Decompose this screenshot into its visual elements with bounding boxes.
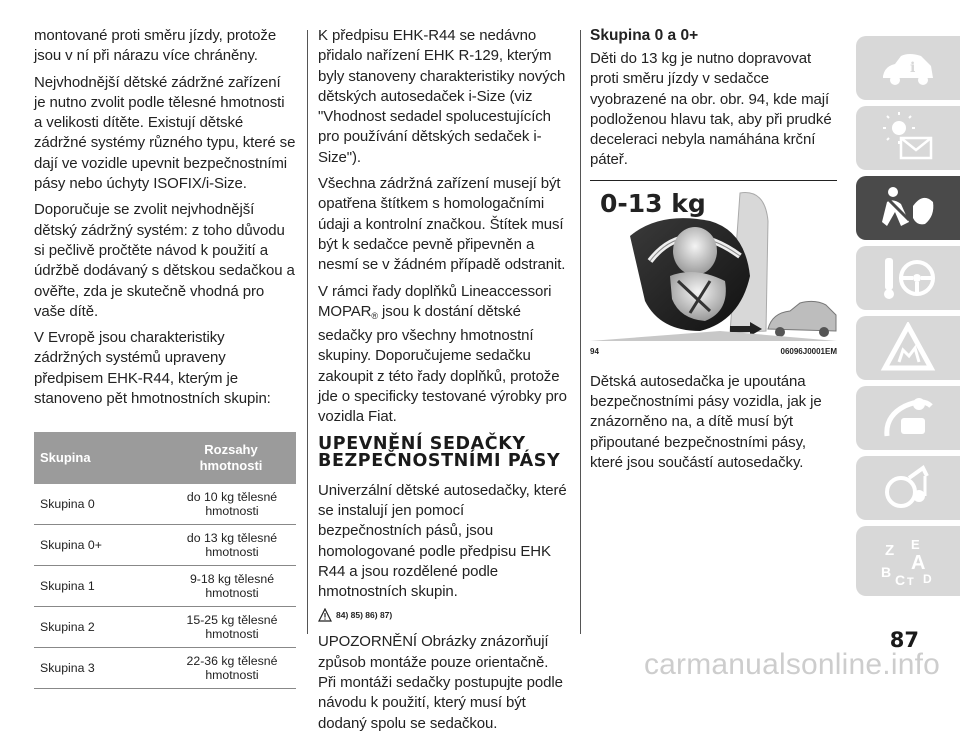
section-heading-line: UPEVNĚNÍ SEDAČKY (318, 433, 526, 454)
figure-weight-label: 0-13 kg (600, 188, 706, 218)
tab-emergency[interactable] (856, 316, 960, 380)
index-letter: E (911, 537, 920, 552)
paragraph: Nejvhodnější dětské zádržné zařízení je nutno zvolit podle tělesné hmotnosti a velikosti dítěte. Existují dětské zádržné systémy různého typu, které se dají ve vozidle upevnit bezpečnostními pásy nebo úchyty ISOFIX/i-Size. (34, 73, 296, 193)
table-header-row (34, 432, 296, 484)
tab-safety[interactable] (856, 176, 960, 240)
paragraph: V Evropě jsou charakteristiky zádržných systémů upraveny předpisem EHK-R44, kterým je stanoveno pět hmotnostních skupin: (34, 329, 271, 408)
starting-driving-icon (879, 252, 937, 304)
figure-number: 94 (590, 346, 599, 356)
paragraph (318, 282, 570, 428)
table-row (34, 607, 296, 648)
index-letter: T (907, 576, 914, 587)
svg-text:i: i (910, 60, 916, 76)
paragraph: UPOZORNĚNÍ Obrázky znázorňují způsob montáže pouze orientačně. Při montáži sedačky postupujte podle návodu k použití, který musí být dodaný spolu se sedačkou. (318, 633, 563, 732)
figure-code: 06096J0001EM (780, 346, 837, 356)
table-cell-group: Skupina 0 (34, 484, 166, 525)
column-left (34, 26, 296, 689)
section-heading (318, 433, 570, 472)
paragraph: Dětská autosedačka je upoutána bezpečnostními pásy vozidla, jak je znázorněno na, a dítě musí být připoutané bezpečnostními pásy, které jsou součástí autosedačky. (590, 372, 822, 471)
index-letter: Z (885, 542, 895, 559)
paragraph-text: jsou k dostání dětské sedačky pro všechny hmotnostní skupiny. Doporučujeme sedačku zakoupit z této řady doplňků, protože jde o specificky testované výrobky pro vozidla Fiat. (318, 302, 567, 426)
index-letter: A (911, 552, 926, 574)
tab-maintenance[interactable] (856, 386, 960, 450)
column-right (590, 26, 837, 479)
figure-caption (590, 347, 837, 356)
tab-starting-driving[interactable] (856, 246, 960, 310)
table-row (34, 566, 296, 607)
child-seat-illustration (590, 181, 837, 344)
table-row (34, 648, 296, 689)
watermark: carmanualsonline.info (643, 648, 940, 681)
table-cell-group: Skupina 0+ (34, 525, 166, 566)
index-letter: D (923, 572, 932, 586)
table-row (34, 525, 296, 566)
multimedia-icon (879, 462, 937, 514)
tab-multimedia[interactable] (856, 456, 960, 520)
table-row (34, 484, 296, 525)
paragraph: montované proti směru jízdy, protože jsou v ní při nárazu více chráněny. (34, 27, 277, 65)
figure-child-seat (590, 180, 837, 344)
column-divider (307, 30, 308, 634)
warning-lights-icon (879, 112, 937, 164)
warning-references (318, 608, 570, 622)
table-header-group: Skupina (34, 432, 166, 484)
column-middle (318, 26, 570, 740)
emergency-icon (879, 322, 937, 374)
warning-triangle-icon (318, 608, 332, 622)
paragraph: Děti do 13 kg je nutno dopravovat proti směru jízdy v sedačce vyobrazené na obr. obr. 94, kde mají podloženou hlavu tak, aby při prudké deceleraci nebyla namáhána krční páteř. (590, 50, 832, 169)
tab-index[interactable] (856, 526, 960, 596)
reference-numbers: 84) 85) 86) 87) (336, 610, 393, 621)
safety-airbag-icon (879, 182, 937, 234)
section-heading-line: BEZPEČNOSTNÍMI PÁSY (318, 451, 561, 472)
table-cell-weight: 22-36 kg tělesné hmotnosti (166, 648, 296, 689)
page-number: 87 (889, 628, 919, 652)
registered-mark: ® (371, 310, 378, 321)
table-header-weight: Rozsahy hmotnosti (166, 432, 296, 484)
paragraph: Doporučuje se zvolit nejvhodnější dětský zádržný systém: z toho důvodu si pečlivě pročtěte návod k použití a údržbě dodávaný s dětskou sedačkou a ověřte, zda je skutečně vhodná pro vaše dítě. (34, 201, 295, 320)
table-cell-weight: 15-25 kg tělesné hmotnosti (166, 607, 296, 648)
table-cell-group: Skupina 1 (34, 566, 166, 607)
index-letter: C (895, 572, 906, 587)
table-cell-weight: do 10 kg tělesné hmotnosti (166, 484, 296, 525)
weight-groups-table (34, 432, 296, 689)
paragraph: K předpisu EHK-R44 se nedávno přidalo nařízení EHK R-129, kterým byly stanoveny charakteristiky nových dětských autosedaček i-Size (viz "Vhodnost sedadel spolucestujících pro používání dětských sedaček i-Size"). (318, 27, 566, 166)
paragraph-text: V rámci řady doplňků Lineaccessori MOPAR (318, 282, 552, 320)
tab-warning-lights[interactable] (856, 106, 960, 170)
maintenance-icon (879, 392, 937, 444)
table-cell-group: Skupina 2 (34, 607, 166, 648)
index-letter: B (881, 564, 892, 580)
table-cell-weight: do 13 kg tělesné hmotnosti (166, 525, 296, 566)
paragraph: Všechna zádržná zařízení musejí být opatřena štítkem s homologačními údaji a kontrolní značkou. Štítek musí být k sedačce pevně připevněn a nesmí se v žádném případě odstranit. (318, 175, 566, 274)
table-cell-weight: 9-18 kg tělesné hmotnosti (166, 566, 296, 607)
tab-knowing-the-car[interactable] (856, 36, 960, 100)
paragraph: Univerzální dětské autosedačky, které se instalují jen pomocí bezpečnostních pásů, jsou homologované podle předpisu EHK R44 a jsou rozdělené podle hmotnostních skupin. (318, 481, 567, 601)
subsection-heading: Skupina 0 a 0+ (590, 27, 699, 44)
car-info-icon (879, 42, 937, 94)
column-divider (580, 30, 581, 634)
index-icon (879, 535, 937, 587)
table-cell-group: Skupina 3 (34, 648, 166, 689)
